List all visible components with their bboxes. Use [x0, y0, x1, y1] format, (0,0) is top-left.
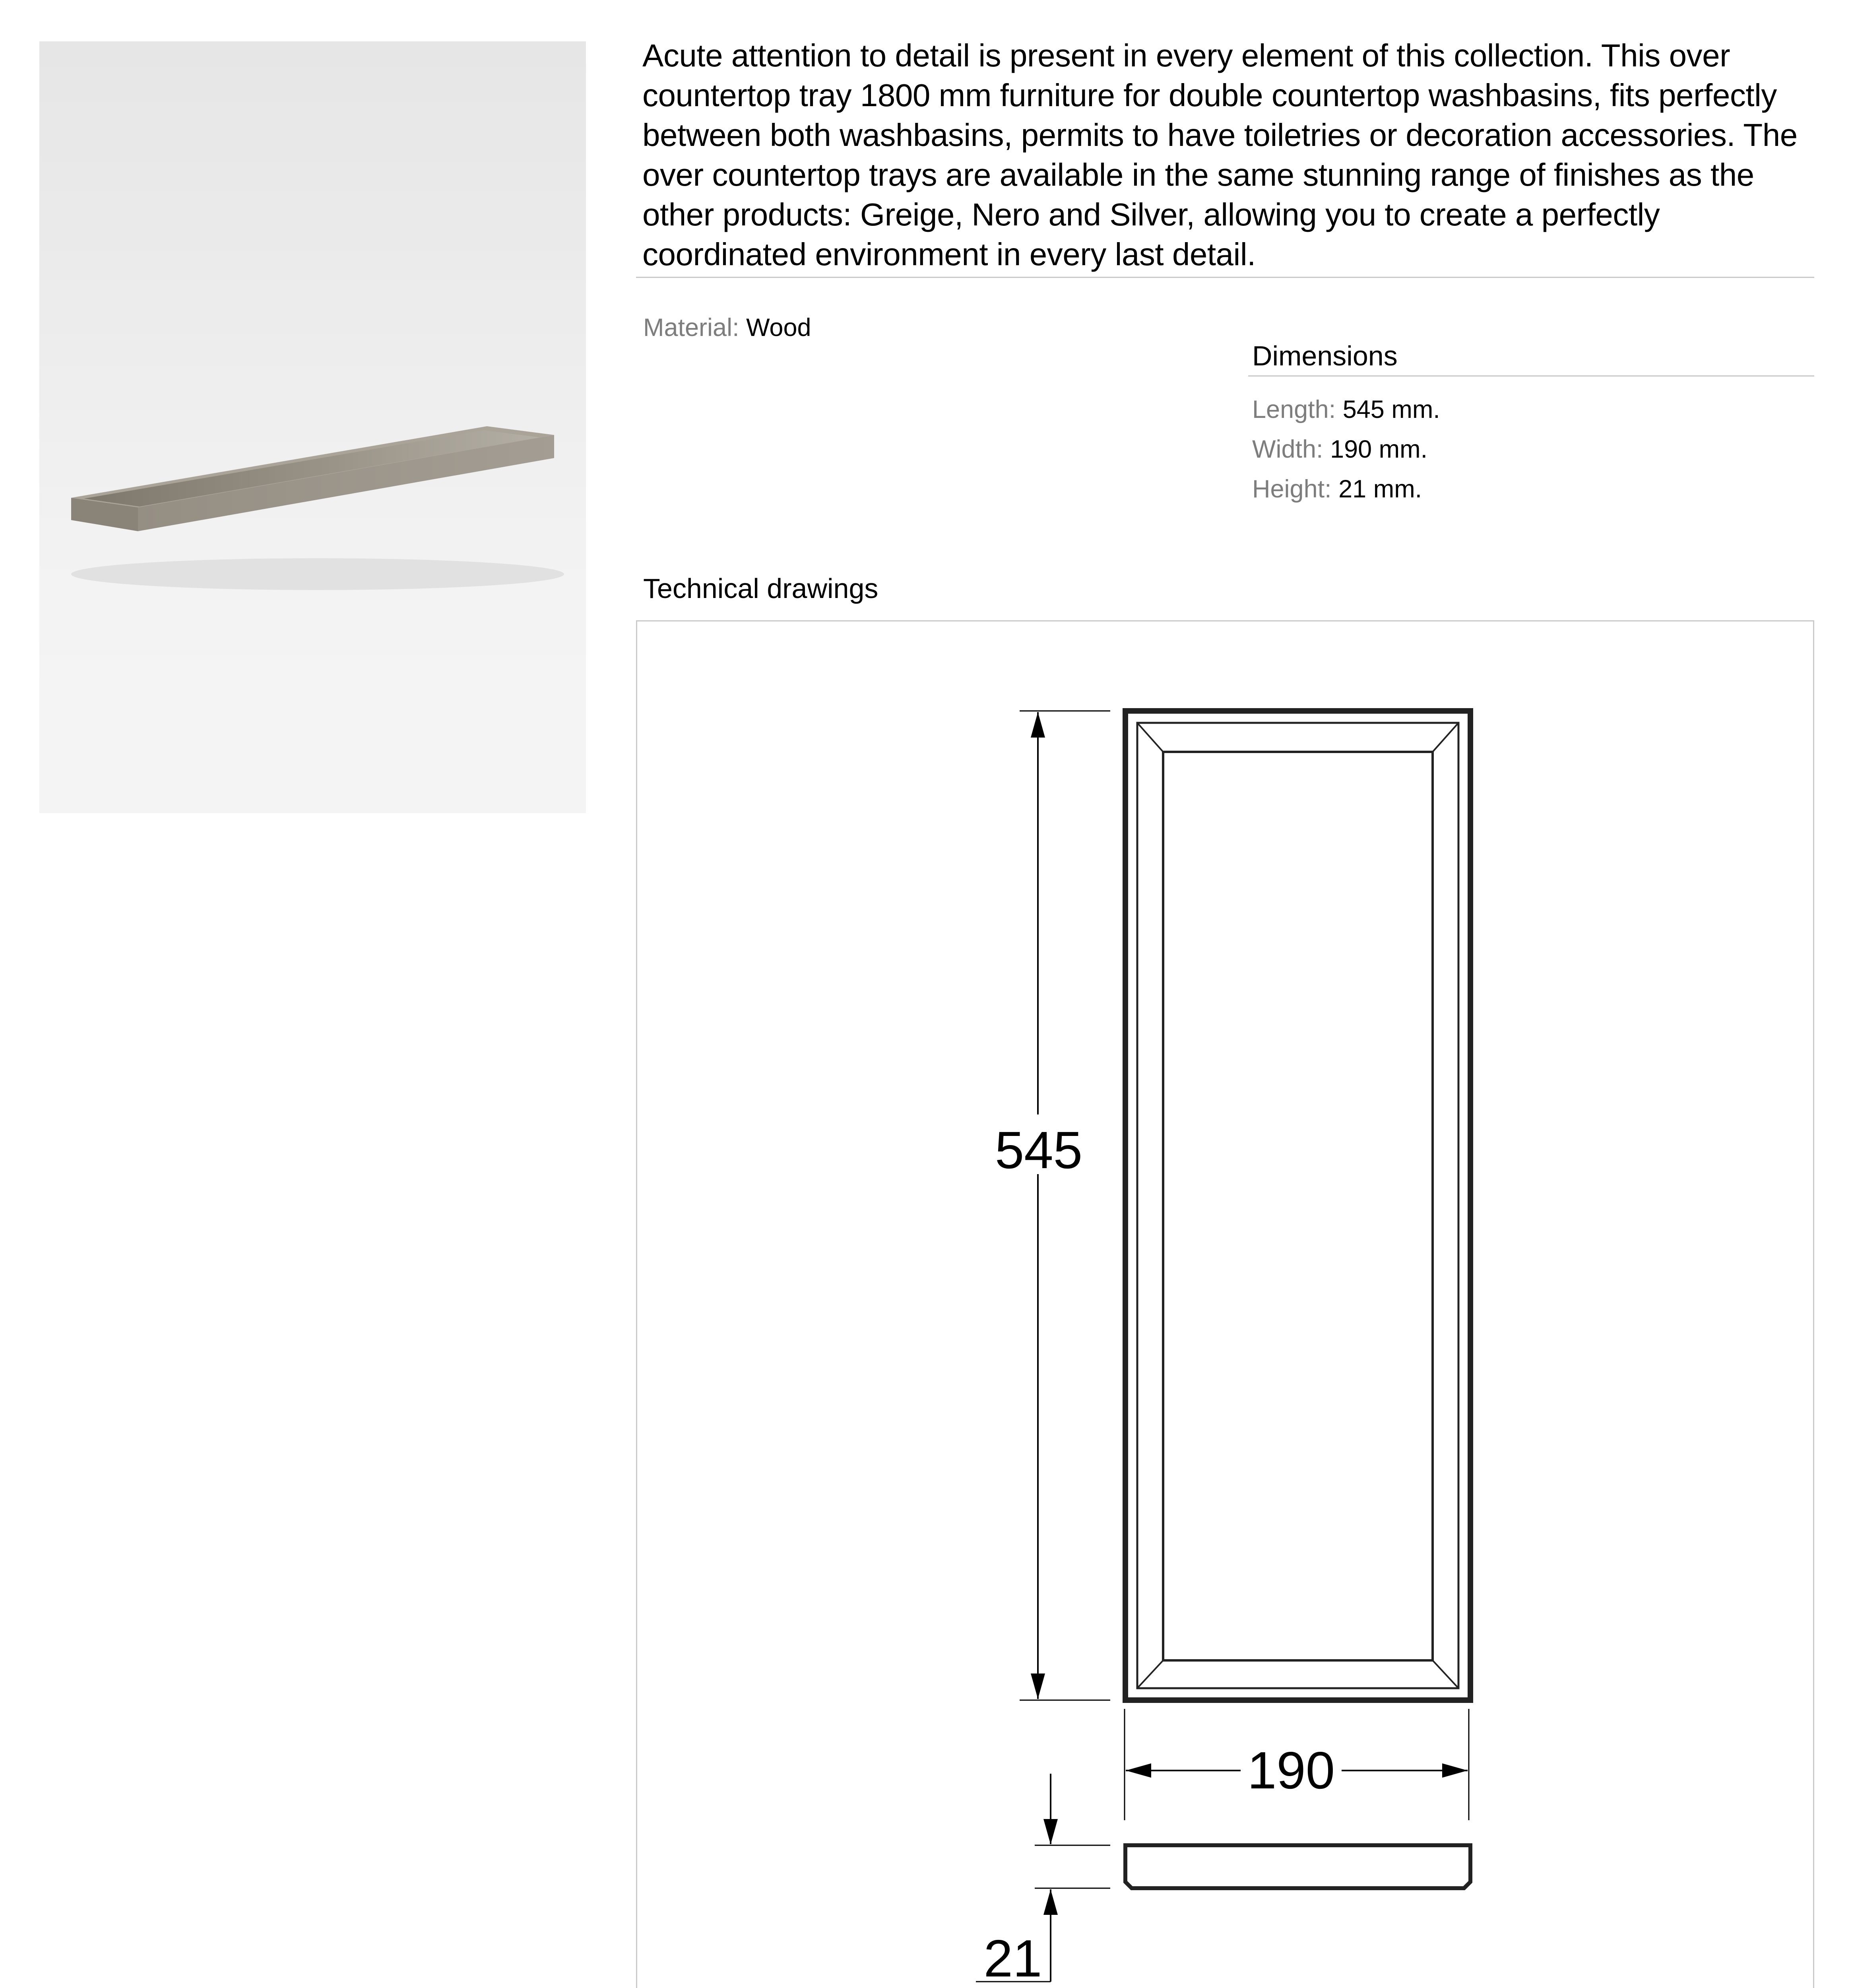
technical-drawing-svg [637, 621, 1815, 1988]
dimension-height-row [1252, 473, 1422, 505]
width-value: 190 mm. [1330, 435, 1428, 463]
product-description: Acute attention to detail is present in every element of this collection. This over countertop tray 1800 mm furniture for double countertop washbasins, fits perfectly between both washbasins, permits to have toiletries or decoration accessories. The over countertop trays are available in the same stunning range of finishes as the other products: Greige, Nero and Silver, allowing you to create a perfectly coordinated environment in every last detail. [642, 38, 1798, 272]
product-image [39, 41, 586, 813]
height-value: 21 mm. [1338, 475, 1422, 503]
length-value: 545 mm. [1342, 396, 1440, 423]
tray-rim-outer [1137, 723, 1458, 1688]
dimension-length-row [1252, 394, 1440, 425]
dimensions-divider [1248, 375, 1814, 377]
height-label: Height: [1252, 475, 1332, 503]
tray-rim-inner [1163, 752, 1433, 1660]
technical-drawings-title: Technical drawings [643, 573, 878, 604]
technical-drawing [636, 620, 1814, 1988]
dimension-width-row [1252, 433, 1427, 465]
material-value: Wood [746, 314, 811, 342]
dimensions-title: Dimensions [1252, 340, 1398, 371]
length-dimension-label: 545 [995, 1121, 1083, 1179]
material-label: Material: [643, 314, 739, 342]
width-dimension-label: 190 [1247, 1741, 1335, 1800]
tray-outline [1125, 711, 1470, 1700]
width-label: Width: [1252, 435, 1323, 463]
tray-render [39, 41, 586, 813]
length-label: Length: [1252, 396, 1336, 423]
height-dimension-label: 21 [983, 1929, 1042, 1988]
tray-side-view [1125, 1845, 1470, 1888]
divider [636, 277, 1814, 278]
material-row [643, 312, 811, 344]
